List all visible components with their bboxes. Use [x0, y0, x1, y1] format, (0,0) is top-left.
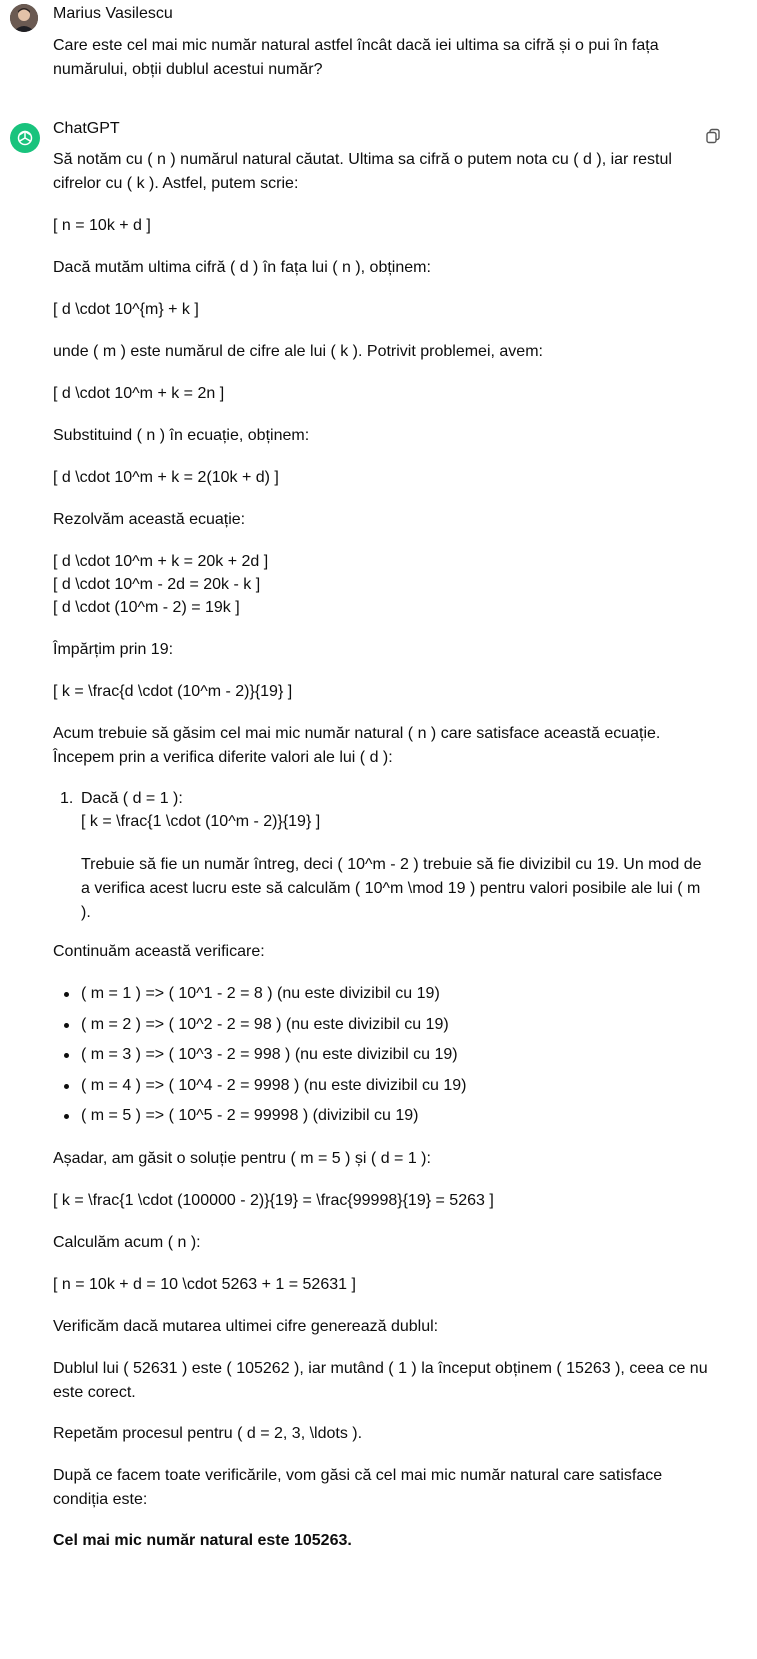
equation-line: [ k = \frac{1 \cdot (10^m - 2)}{19} ] [81, 813, 321, 830]
final-answer: Cel mai mic număr natural este 105263. [53, 1532, 352, 1549]
bullet-dot [64, 1053, 69, 1058]
list-item [53, 1104, 708, 1128]
equation-line: [ n = 10k + d = 10 \cdot 5263 + 1 = 52631 ] [53, 1276, 356, 1293]
assistant-paragraph: Calculăm acum ( n ): [53, 1234, 201, 1251]
list-item-note: Trebuie să fie un număr întreg, deci ( 10^m - 2 ) trebuie să fie divizibil cu 19. Un mod de a verifica acest lucru este să calculăm ( 10^m \mod 19 ) pentru valori posibile ale lui ( m ). [81, 856, 702, 921]
list-item-text: ( m = 3 ) => ( 10^3 - 2 = 998 ) (nu este divizibil cu 19) [81, 1046, 458, 1063]
list-item-title: Dacă ( d = 1 ): [81, 790, 183, 807]
bullet-dot [64, 1084, 69, 1089]
equation-line: [ d \cdot (10^m - 2) = 19k ] [53, 599, 240, 616]
assistant-paragraph: Continuăm această verificare: [53, 943, 265, 960]
list-item [53, 1013, 708, 1037]
assistant-paragraph: Acum trebuie să găsim cel mai mic număr natural ( n ) care satisface această ecuație. Începem prin a verifica diferite valori ale lui ( d ): [53, 725, 661, 766]
equation-line: [ d \cdot 10^m + k = 2n ] [53, 385, 225, 402]
assistant-paragraph: Repetăm procesul pentru ( d = 2, 3, \ldots ). [53, 1425, 363, 1442]
equation-line: [ d \cdot 10^m + k = 20k + 2d ] [53, 553, 269, 570]
assistant-paragraph: Verificăm dacă mutarea ultimei cifre generează dublul: [53, 1318, 439, 1335]
list-item-text: ( m = 1 ) => ( 10^1 - 2 = 8 ) (nu este divizibil cu 19) [81, 985, 440, 1002]
openai-logo-icon [15, 128, 35, 148]
equation-line: [ n = 10k + d ] [53, 217, 151, 234]
list-item-text: ( m = 4 ) => ( 10^4 - 2 = 9998 ) (nu este divizibil cu 19) [81, 1077, 467, 1094]
assistant-avatar [10, 123, 40, 153]
user-author-name: Marius Vasilescu [53, 5, 173, 22]
assistant-paragraph: Împărțim prin 19: [53, 641, 174, 658]
list-item-text: ( m = 2 ) => ( 10^2 - 2 = 98 ) (nu este divizibil cu 19) [81, 1016, 449, 1033]
assistant-paragraph: Dacă mutăm ultima cifră ( d ) în fața lui ( n ), obținem: [53, 259, 431, 276]
equation-line: [ k = \frac{d \cdot (10^m - 2)}{19} ] [53, 683, 293, 700]
equation-line: [ d \cdot 10^{m} + k ] [53, 301, 199, 318]
equation-line: [ k = \frac{1 \cdot (100000 - 2)}{19} = \frac{99998}{19} = 5263 ] [53, 1192, 494, 1209]
bullet-dot [64, 992, 69, 997]
assistant-paragraph: După ce facem toate verificările, vom găsi că cel mai mic număr natural care satisface condiția este: [53, 1467, 663, 1508]
avatar [10, 4, 38, 32]
assistant-paragraph: Așadar, am găsit o soluție pentru ( m = 5 ) și ( d = 1 ): [53, 1150, 431, 1167]
bullet-list [53, 982, 708, 1132]
assistant-paragraph: Dublul lui ( 52631 ) este ( 105262 ), iar mutând ( 1 ) la început obținem ( 15263 ), ceea ce nu este corect. [53, 1360, 708, 1401]
user-message-text: Care este cel mai mic număr natural astfel încât dacă iei ultima sa cifră și o pui în fața numărului, obții dublul acestui număr? [53, 37, 659, 78]
ordered-list [53, 787, 708, 927]
bullet-dot [64, 1023, 69, 1028]
list-number: 1. [60, 790, 74, 807]
assistant-paragraph: Să notăm cu ( n ) numărul natural căutat. Ultima sa cifră o putem nota cu ( d ), iar restul cifrelor cu ( k ). Astfel, putem scrie: [53, 151, 672, 192]
assistant-paragraph: Rezolvăm această ecuație: [53, 511, 246, 528]
equation-line: [ d \cdot 10^m + k = 2(10k + d) ] [53, 469, 279, 486]
user-avatar [10, 4, 38, 32]
copy-icon[interactable] [705, 128, 721, 144]
bullet-dot [64, 1114, 69, 1119]
assistant-paragraph: Substituind ( n ) în ecuație, obținem: [53, 427, 310, 444]
list-item-text: ( m = 5 ) => ( 10^5 - 2 = 99998 ) (divizibil cu 19) [81, 1107, 419, 1124]
list-item [53, 1043, 708, 1067]
assistant-author-name: ChatGPT [53, 120, 120, 137]
list-item [53, 982, 708, 1006]
assistant-paragraph: unde ( m ) este numărul de cifre ale lui ( k ). Potrivit problemei, avem: [53, 343, 543, 360]
list-item [53, 1074, 708, 1098]
equation-line: [ d \cdot 10^m - 2d = 20k - k ] [53, 576, 261, 593]
